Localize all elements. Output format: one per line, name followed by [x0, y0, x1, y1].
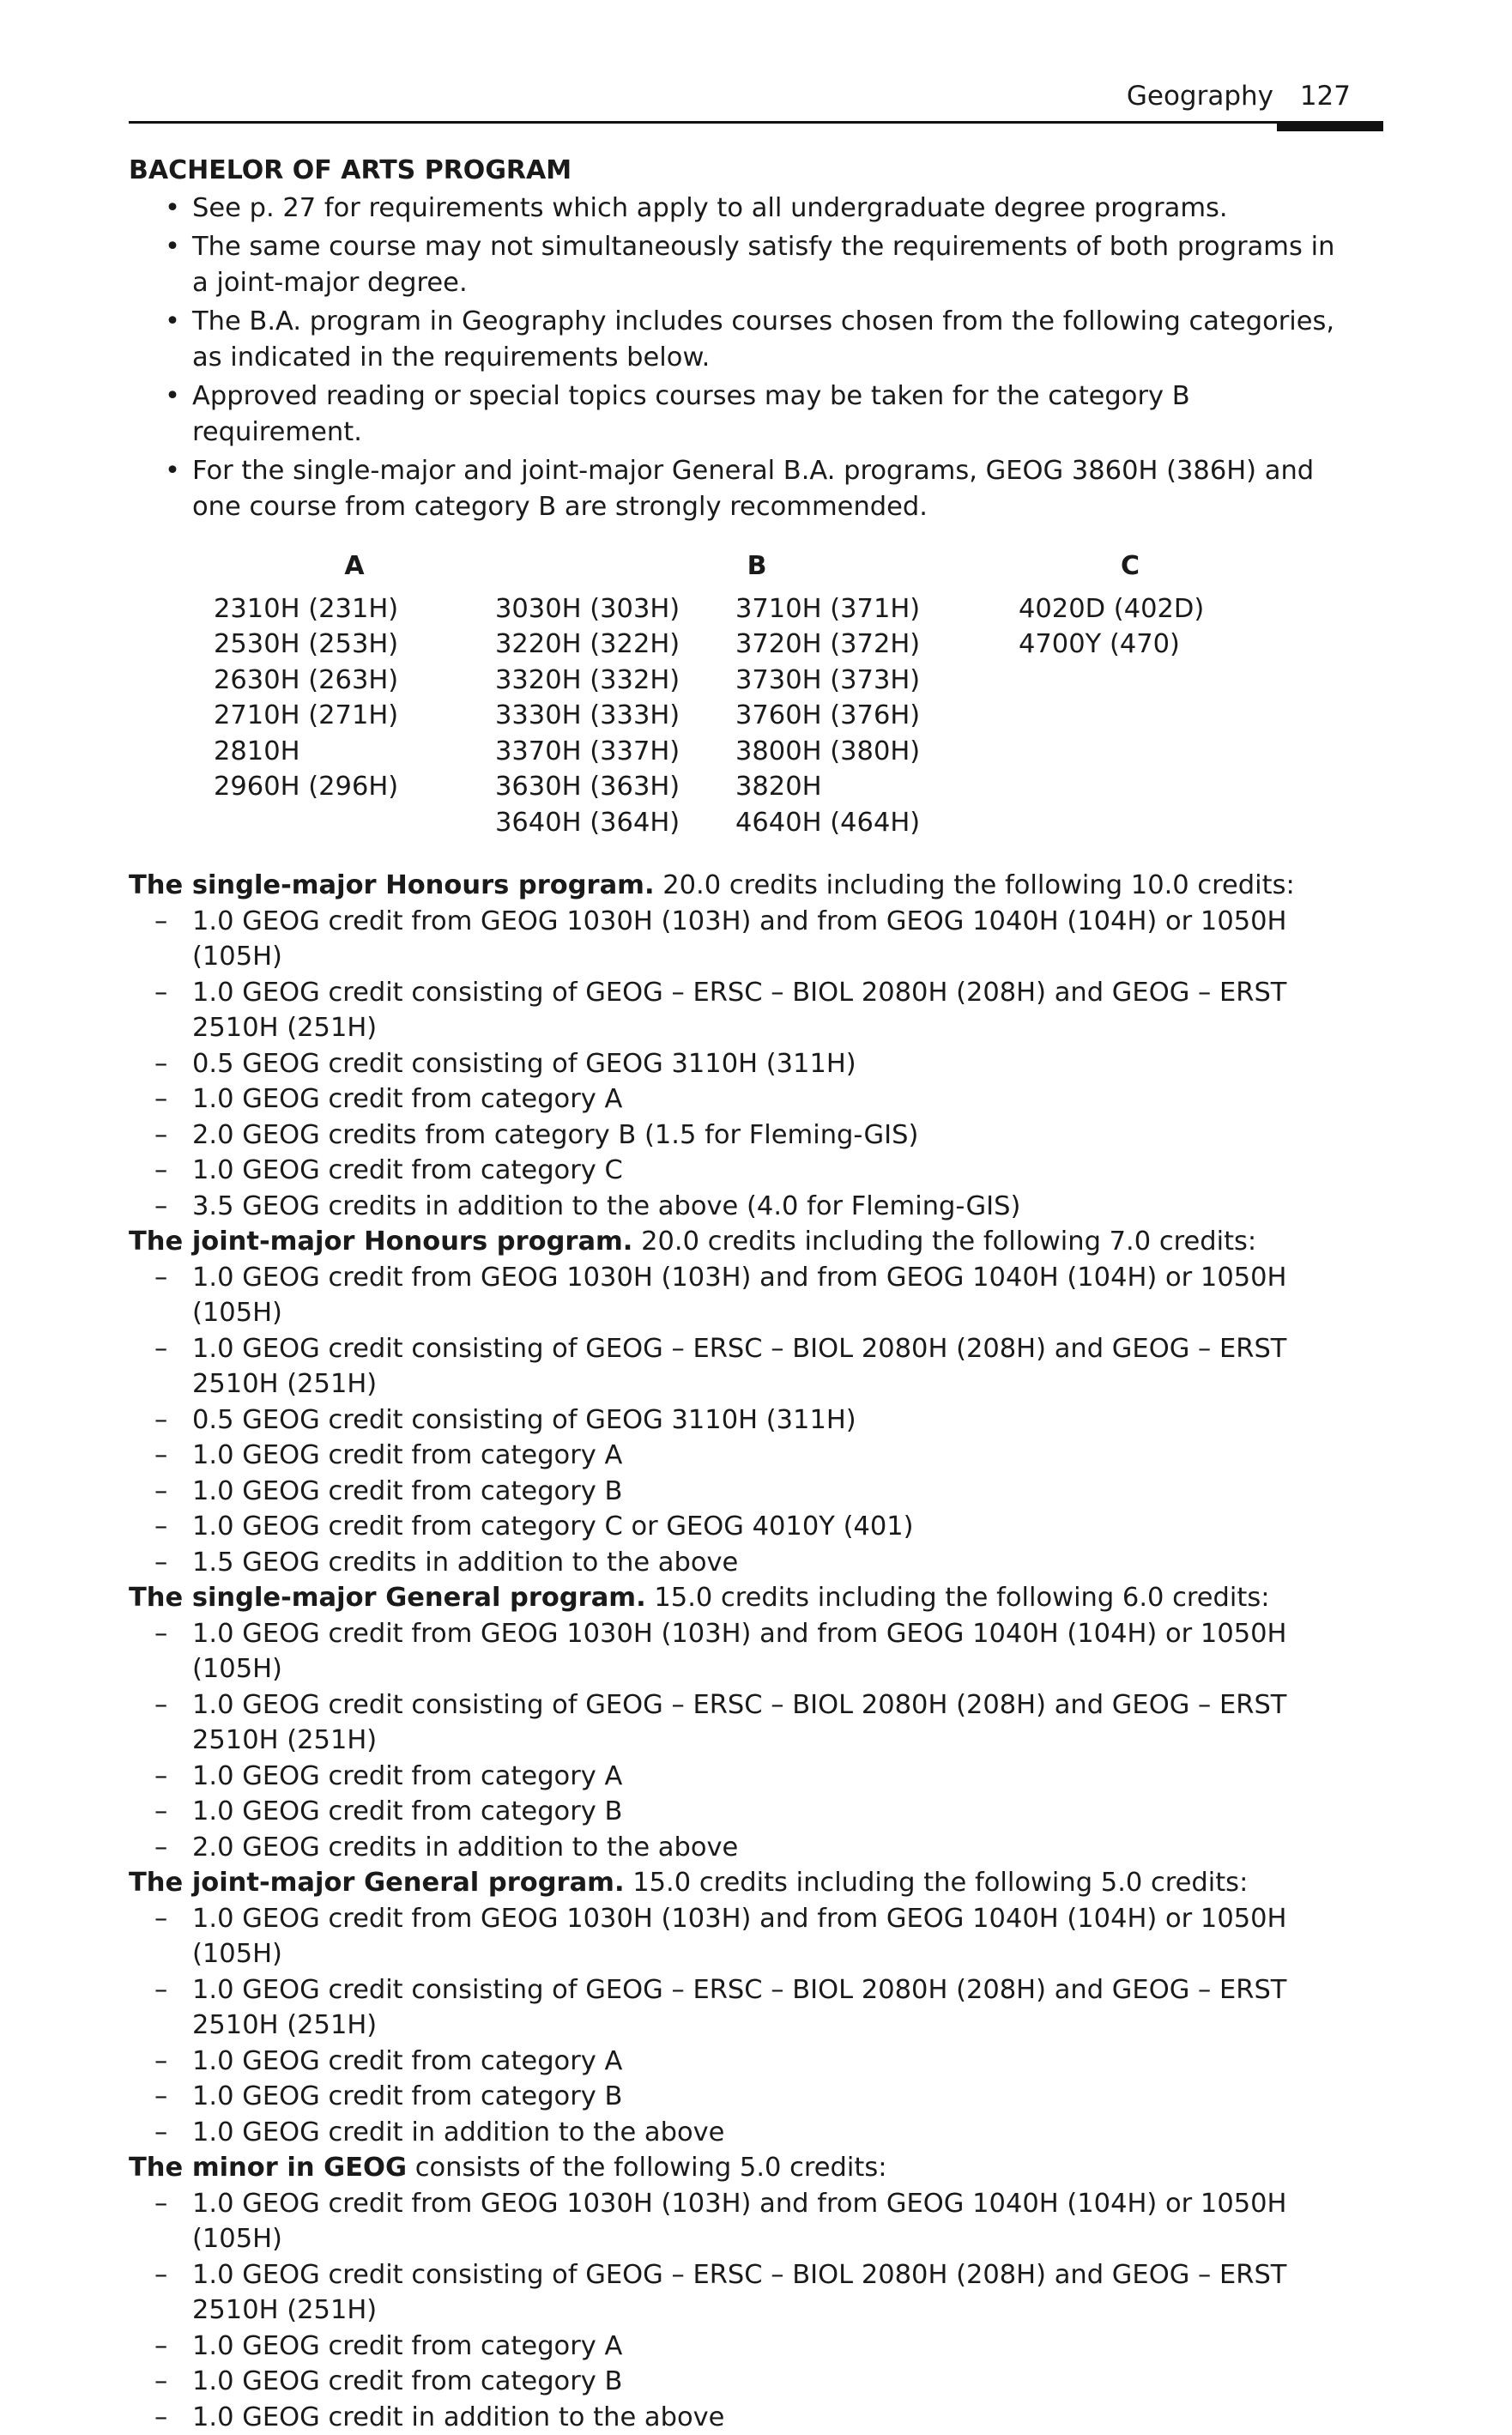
dash-mark: –	[154, 1901, 167, 1937]
course-code-cell: 3370H (337H)	[495, 734, 735, 770]
category-a-header: A	[214, 548, 495, 591]
program-intro: 20.0 credits including the following 7.0 credits:	[632, 1227, 1256, 1257]
requirement-item	[129, 1081, 1347, 1118]
requirement-item	[129, 1901, 1347, 1972]
requirement-item	[129, 2044, 1347, 2080]
requirement-text: 1.0 GEOG credit from category C or GEOG 4010Y (401)	[192, 1511, 914, 1542]
requirement-text: 1.0 GEOG credit from GEOG 1030H (103H) and from GEOG 1040H (104H) or 1050H (105H)	[192, 2189, 1286, 2255]
requirement-text: 1.0 GEOG credit from category A	[192, 1084, 622, 1114]
program-heading	[129, 1580, 1347, 1616]
course-code-cell: 2310H (231H)	[214, 591, 495, 627]
section-heading: BACHELOR OF ARTS PROGRAM	[129, 153, 1347, 189]
requirement-text: 1.0 GEOG credit consisting of GEOG – ERSC – BIOL 2080H (208H) and GEOG – ERST 2510H (251H)	[192, 2260, 1286, 2326]
program-requirements-list	[129, 2186, 1347, 2435]
requirement-text: 2.0 GEOG credits from category B (1.5 for Fleming-GIS)	[192, 1120, 918, 1150]
requirement-item	[129, 1830, 1347, 1866]
dash-mark: –	[154, 2079, 167, 2115]
category-row	[214, 698, 1242, 734]
program-block	[129, 2150, 1347, 2435]
bullet-mark: •	[165, 304, 180, 340]
header-rule	[129, 121, 1383, 124]
category-b-header: B	[495, 548, 1019, 591]
course-categories-table	[214, 548, 1242, 840]
course-code-cell: 2710H (271H)	[214, 698, 495, 734]
requirement-text: 1.0 GEOG credit consisting of GEOG – ERSC – BIOL 2080H (208H) and GEOG – ERST 2510H (251H)	[192, 1334, 1286, 1400]
requirement-item	[129, 1438, 1347, 1474]
requirement-bullet	[129, 229, 1347, 300]
dash-mark: –	[154, 2115, 167, 2151]
program-heading	[129, 1224, 1347, 1260]
requirement-text: 3.5 GEOG credits in addition to the above (4.0 for Fleming-GIS)	[192, 1191, 1020, 1221]
requirement-item	[129, 2115, 1347, 2151]
category-row	[214, 627, 1242, 663]
program-intro: consists of the following 5.0 credits:	[407, 2153, 886, 2183]
requirement-text: 1.0 GEOG credit consisting of GEOG – ERSC – BIOL 2080H (208H) and GEOG – ERST 2510H (251H)	[192, 978, 1286, 1044]
dash-mark: –	[154, 1545, 167, 1581]
dash-mark: –	[154, 1616, 167, 1652]
dash-mark: –	[154, 2364, 167, 2400]
requirement-text: 1.0 GEOG credit from category B	[192, 2366, 622, 2396]
program-block	[129, 1865, 1347, 2150]
course-code-cell: 4700Y (470)	[1019, 627, 1242, 663]
requirement-item	[129, 1260, 1347, 1331]
course-code-cell: 3820H	[735, 769, 1019, 805]
program-requirements-list	[129, 904, 1347, 1225]
course-code-cell: 2960H (296H)	[214, 769, 495, 805]
dash-mark: –	[154, 2044, 167, 2080]
requirement-item	[129, 1402, 1347, 1439]
course-code-cell: 3320H (332H)	[495, 663, 735, 699]
dash-mark: –	[154, 1260, 167, 1296]
requirement-bullet	[129, 379, 1347, 450]
requirement-text: 0.5 GEOG credit consisting of GEOG 3110H (311H)	[192, 1049, 856, 1079]
requirement-item	[129, 1794, 1347, 1830]
course-code-cell	[1019, 663, 1242, 699]
page-number: 127	[1300, 79, 1351, 113]
requirement-text: 1.0 GEOG credit from GEOG 1030H (103H) and from GEOG 1040H (104H) or 1050H (105H)	[192, 1263, 1286, 1329]
requirement-item	[129, 975, 1347, 1046]
requirement-text: 2.0 GEOG credits in addition to the above	[192, 1832, 738, 1863]
dash-mark: –	[154, 1118, 167, 1154]
course-code-cell: 3720H (372H)	[735, 627, 1019, 663]
course-code-cell	[1019, 734, 1242, 770]
requirement-item	[129, 904, 1347, 975]
categories-header-row	[214, 548, 1242, 591]
programs-section	[129, 868, 1347, 2435]
requirement-item	[129, 2079, 1347, 2115]
course-code-cell	[1019, 769, 1242, 805]
dash-mark: –	[154, 1509, 167, 1545]
program-intro: 15.0 credits including the following 6.0 credits:	[646, 1583, 1270, 1613]
dash-mark: –	[154, 1081, 167, 1118]
requirement-text: 0.5 GEOG credit consisting of GEOG 3110H (311H)	[192, 1405, 856, 1435]
course-code-cell: 4640H (464H)	[735, 805, 1019, 841]
dash-mark: –	[154, 1153, 167, 1189]
requirement-bullet	[129, 304, 1347, 375]
requirement-text: 1.0 GEOG credit from category A	[192, 2046, 622, 2076]
bullet-text: The B.A. program in Geography includes courses chosen from the following categories, as indicated in the requirements below.	[192, 306, 1334, 373]
category-row	[214, 663, 1242, 699]
course-code-cell	[1019, 805, 1242, 841]
category-row	[214, 734, 1242, 770]
requirement-item	[129, 2257, 1347, 2329]
dash-mark: –	[154, 2400, 167, 2435]
program-intro: 20.0 credits including the following 10.0 credits:	[655, 870, 1295, 900]
requirement-item	[129, 1545, 1347, 1581]
course-code-cell: 3800H (380H)	[735, 734, 1019, 770]
page-tab-marker	[1277, 121, 1383, 131]
program-requirements-list	[129, 1901, 1347, 2151]
program-title: The minor in GEOG	[129, 2153, 407, 2183]
dash-mark: –	[154, 1331, 167, 1367]
course-code-cell: 3330H (333H)	[495, 698, 735, 734]
dash-mark: –	[154, 1687, 167, 1723]
dash-mark: –	[154, 1402, 167, 1439]
dash-mark: –	[154, 2329, 167, 2365]
course-code-cell: 3710H (371H)	[735, 591, 1019, 627]
category-row	[214, 769, 1242, 805]
requirement-bullet	[129, 453, 1347, 524]
requirement-item	[129, 1189, 1347, 1225]
program-intro: 15.0 credits including the following 5.0 credits:	[625, 1868, 1249, 1898]
requirement-item	[129, 2186, 1347, 2257]
requirement-text: 1.0 GEOG credit from GEOG 1030H (103H) and from GEOG 1040H (104H) or 1050H (105H)	[192, 1904, 1286, 1970]
requirement-item	[129, 1972, 1347, 2044]
dash-mark: –	[154, 1046, 167, 1082]
page-content	[129, 153, 1347, 2435]
program-block	[129, 1224, 1347, 1580]
course-code-cell	[1019, 698, 1242, 734]
program-title: The joint-major General program.	[129, 1868, 625, 1898]
category-row	[214, 805, 1242, 841]
requirements-bullet-list	[129, 191, 1347, 525]
requirement-text: 1.0 GEOG credit in addition to the above	[192, 2402, 724, 2432]
dash-mark: –	[154, 975, 167, 1011]
requirement-item	[129, 1509, 1347, 1545]
program-block	[129, 1580, 1347, 1865]
category-row	[214, 591, 1242, 627]
course-code-cell: 3640H (364H)	[495, 805, 735, 841]
requirement-text: 1.0 GEOG credit from category A	[192, 1761, 622, 1791]
course-code-cell: 3730H (373H)	[735, 663, 1019, 699]
program-requirements-list	[129, 1616, 1347, 1866]
program-heading	[129, 868, 1347, 904]
bullet-text: The same course may not simultaneously satisfy the requirements of both programs in a joint-major degree.	[192, 232, 1334, 298]
course-code-cell: 3760H (376H)	[735, 698, 1019, 734]
running-header	[129, 79, 1383, 124]
dash-mark: –	[154, 1438, 167, 1474]
program-heading	[129, 1865, 1347, 1901]
program-requirements-list	[129, 1260, 1347, 1581]
program-title: The single-major Honours program.	[129, 870, 655, 900]
bullet-mark: •	[165, 229, 180, 265]
bullet-mark: •	[165, 379, 180, 415]
requirement-item	[129, 1759, 1347, 1795]
dash-mark: –	[154, 904, 167, 940]
bullet-text: For the single-major and joint-major General B.A. programs, GEOG 3860H (386H) and one course from category B are strongly recommended.	[192, 456, 1314, 522]
requirement-text: 1.0 GEOG credit from category C	[192, 1155, 623, 1185]
requirement-text: 1.0 GEOG credit from category A	[192, 2331, 622, 2361]
requirement-item	[129, 1153, 1347, 1189]
program-title: The single-major General program.	[129, 1583, 646, 1613]
requirement-text: 1.0 GEOG credit from category B	[192, 1796, 622, 1826]
bullet-mark: •	[165, 453, 180, 489]
bullet-text: See p. 27 for requirements which apply to all undergraduate degree programs.	[192, 193, 1228, 223]
bullet-text: Approved reading or special topics courses may be taken for the category B requirement.	[192, 381, 1190, 447]
requirement-item	[129, 2400, 1347, 2435]
section-title: Geography	[1127, 79, 1273, 113]
requirement-item	[129, 1474, 1347, 1510]
requirement-text: 1.0 GEOG credit from category B	[192, 1476, 622, 1506]
requirement-item	[129, 1331, 1347, 1402]
requirement-item	[129, 1687, 1347, 1759]
requirement-item	[129, 1118, 1347, 1154]
requirement-item	[129, 2329, 1347, 2365]
course-code-cell: 3220H (322H)	[495, 627, 735, 663]
requirement-text: 1.0 GEOG credit from GEOG 1030H (103H) and from GEOG 1040H (104H) or 1050H (105H)	[192, 1619, 1286, 1685]
program-title: The joint-major Honours program.	[129, 1227, 632, 1257]
requirement-text: 1.0 GEOG credit from GEOG 1030H (103H) and from GEOG 1040H (104H) or 1050H (105H)	[192, 906, 1286, 972]
dash-mark: –	[154, 2186, 167, 2222]
course-code-cell: 3030H (303H)	[495, 591, 735, 627]
dash-mark: –	[154, 2257, 167, 2293]
dash-mark: –	[154, 1794, 167, 1830]
dash-mark: –	[154, 1972, 167, 2008]
dash-mark: –	[154, 1189, 167, 1225]
requirement-item	[129, 2364, 1347, 2400]
dash-mark: –	[154, 1759, 167, 1795]
course-code-cell: 2530H (253H)	[214, 627, 495, 663]
requirement-text: 1.0 GEOG credit consisting of GEOG – ERSC – BIOL 2080H (208H) and GEOG – ERST 2510H (251H)	[192, 1690, 1286, 1756]
dash-mark: –	[154, 1474, 167, 1510]
requirement-bullet	[129, 191, 1347, 227]
course-code-cell: 2630H (263H)	[214, 663, 495, 699]
course-code-cell	[214, 805, 495, 841]
program-heading	[129, 2150, 1347, 2186]
requirement-item	[129, 1616, 1347, 1687]
category-c-header: C	[1019, 548, 1242, 591]
program-block	[129, 868, 1347, 1224]
bullet-mark: •	[165, 191, 180, 227]
requirement-text: 1.0 GEOG credit in addition to the above	[192, 2117, 724, 2147]
dash-mark: –	[154, 1830, 167, 1866]
requirement-text: 1.0 GEOG credit consisting of GEOG – ERSC – BIOL 2080H (208H) and GEOG – ERST 2510H (251H)	[192, 1975, 1286, 2041]
course-code-cell: 3630H (363H)	[495, 769, 735, 805]
requirement-item	[129, 1046, 1347, 1082]
requirement-text: 1.0 GEOG credit from category A	[192, 1440, 622, 1470]
course-code-cell: 4020D (402D)	[1019, 591, 1242, 627]
requirement-text: 1.0 GEOG credit from category B	[192, 2081, 622, 2111]
requirement-text: 1.5 GEOG credits in addition to the above	[192, 1548, 738, 1578]
course-code-cell: 2810H	[214, 734, 495, 770]
